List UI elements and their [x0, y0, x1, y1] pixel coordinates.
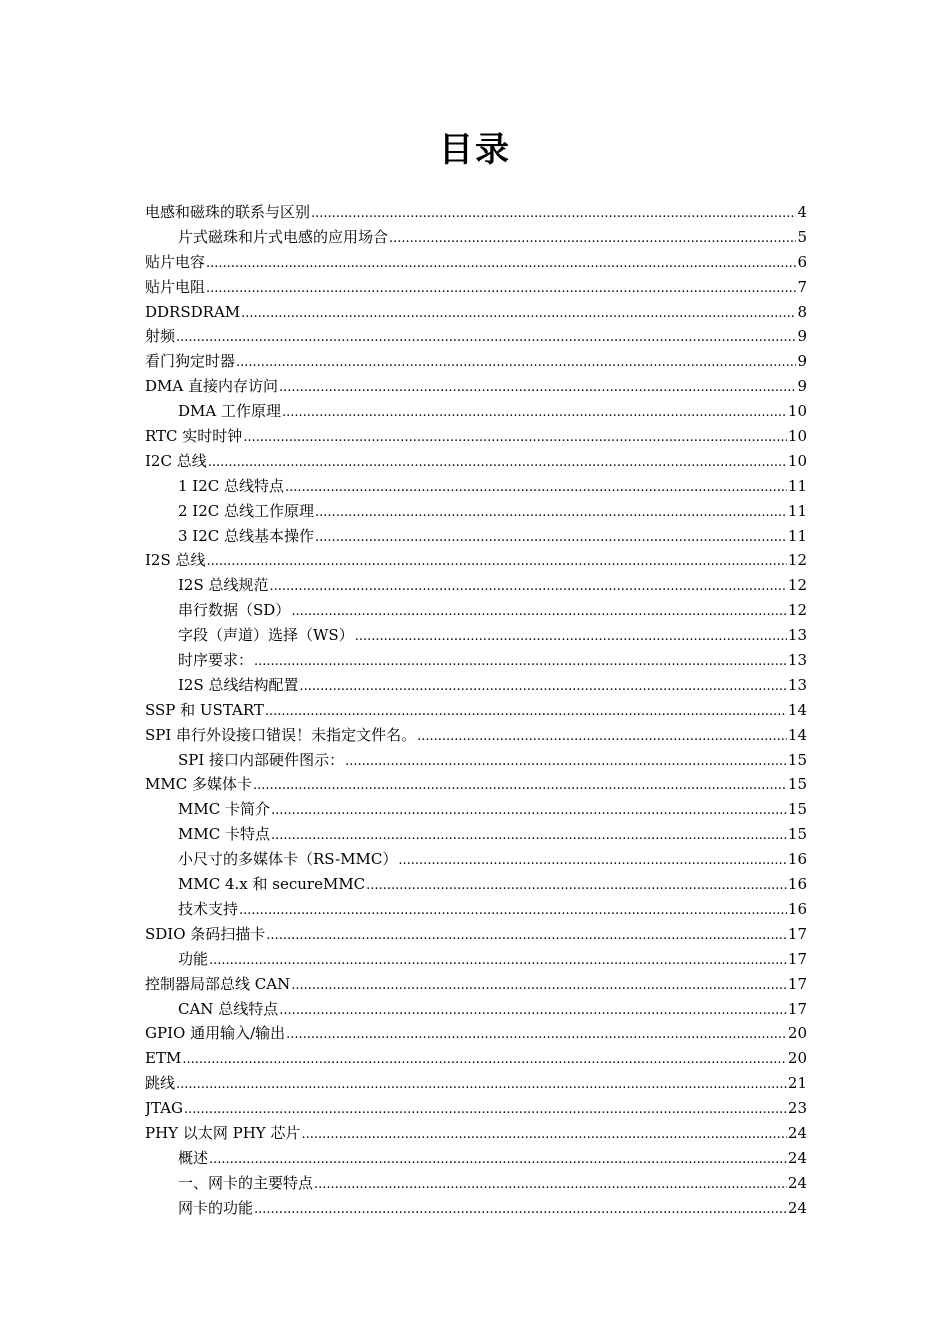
toc-entry[interactable] — [145, 449, 807, 474]
toc-entry-page-number: 6 — [797, 252, 807, 271]
toc-entry[interactable] — [145, 250, 807, 275]
toc-entry[interactable] — [145, 200, 807, 225]
toc-dot-leader — [315, 499, 787, 524]
toc-dot-leader — [206, 250, 796, 275]
toc-entry-label: 贴片电容 — [145, 252, 206, 271]
toc-entry-label: 字段（声道）选择（WS） — [178, 626, 354, 645]
toc-entry-label: DMA 直接内存访问 — [145, 377, 278, 396]
toc-entry[interactable] — [145, 922, 807, 947]
toc-dot-leader — [176, 324, 796, 349]
toc-dot-leader — [286, 1021, 787, 1046]
toc-entry[interactable] — [145, 822, 807, 847]
toc-entry[interactable] — [145, 1021, 807, 1046]
toc-entry[interactable] — [145, 324, 807, 349]
toc-dot-leader — [314, 1171, 787, 1196]
toc-entry-label: DMA 工作原理 — [178, 402, 281, 421]
toc-entry[interactable] — [145, 897, 807, 922]
toc-entry-label: 网卡的功能 — [178, 1198, 254, 1217]
toc-entry-label: 控制器局部总线 CAN — [145, 974, 291, 993]
toc-entry-label: MMC 4.x 和 secureMMC — [178, 875, 366, 894]
toc-entry-page-number: 11 — [787, 501, 807, 520]
toc-entry-page-number: 9 — [797, 377, 807, 396]
toc-entry-page-number: 17 — [787, 949, 807, 968]
toc-entry-page-number: 12 — [787, 576, 807, 595]
toc-entry-page-number: 15 — [787, 825, 807, 844]
toc-entry-page-number: 17 — [787, 924, 807, 943]
toc-entry[interactable] — [145, 847, 807, 872]
toc-entry-label: I2S 总线 — [145, 551, 206, 570]
toc-entry-label: 跳线 — [145, 1074, 176, 1093]
toc-entry[interactable] — [145, 499, 807, 524]
toc-entry-label: JTAG — [145, 1099, 184, 1118]
toc-dot-leader — [300, 673, 787, 698]
table-of-contents — [145, 200, 807, 1221]
toc-entry[interactable] — [145, 1096, 807, 1121]
toc-entry[interactable] — [145, 947, 807, 972]
toc-entry-label: PHY 以太网 PHY 芯片 — [145, 1123, 301, 1142]
toc-entry-label: 一、网卡的主要特点 — [178, 1173, 314, 1192]
toc-entry[interactable] — [145, 399, 807, 424]
toc-dot-leader — [206, 275, 796, 300]
toc-dot-leader — [355, 623, 787, 648]
toc-dot-leader — [207, 548, 787, 573]
toc-dot-leader — [285, 474, 787, 499]
toc-entry[interactable] — [145, 374, 807, 399]
toc-entry-page-number: 10 — [787, 402, 807, 421]
toc-entry-label: 射频 — [145, 327, 176, 346]
toc-entry-label: MMC 多媒体卡 — [145, 775, 252, 794]
toc-entry-label: 小尺寸的多媒体卡（RS-MMC） — [178, 850, 398, 869]
toc-entry-page-number: 24 — [787, 1198, 807, 1217]
toc-entry-label: 1 I2C 总线特点 — [178, 476, 285, 495]
toc-entry-page-number: 24 — [787, 1123, 807, 1142]
toc-entry[interactable] — [145, 748, 807, 773]
toc-entry-label: MMC 卡简介 — [178, 800, 270, 819]
toc-dot-leader — [345, 748, 787, 773]
toc-entry-page-number: 13 — [787, 626, 807, 645]
toc-dot-leader — [270, 573, 787, 598]
toc-dot-leader — [279, 374, 796, 399]
toc-entry-page-number: 16 — [787, 875, 807, 894]
toc-entry-page-number: 11 — [787, 526, 807, 545]
toc-entry[interactable] — [145, 698, 807, 723]
toc-dot-leader — [271, 822, 787, 847]
toc-dot-leader — [291, 972, 787, 997]
toc-entry-page-number: 5 — [797, 227, 807, 246]
toc-entry[interactable] — [145, 1196, 807, 1221]
toc-dot-leader — [254, 648, 787, 673]
toc-entry[interactable] — [145, 872, 807, 897]
toc-entry-label: I2S 总线结构配置 — [178, 675, 299, 694]
toc-entry-page-number: 4 — [797, 203, 807, 221]
toc-entry[interactable] — [145, 997, 807, 1022]
toc-entry-label: 电感和磁珠的联系与区别 — [145, 203, 311, 221]
toc-entry-label: 技术支持 — [178, 899, 239, 918]
toc-entry[interactable] — [145, 548, 807, 573]
toc-entry-page-number: 13 — [787, 651, 807, 670]
toc-dot-leader — [241, 300, 796, 325]
toc-entry[interactable] — [145, 573, 807, 598]
toc-dot-leader — [398, 847, 787, 872]
toc-dot-leader — [176, 1071, 787, 1096]
toc-entry-label: DDRSDRAM — [145, 302, 241, 321]
toc-entry[interactable] — [145, 972, 807, 997]
toc-entry-label: 3 I2C 总线基本操作 — [178, 526, 315, 545]
toc-dot-leader — [389, 225, 796, 250]
toc-entry-page-number: 21 — [787, 1074, 807, 1093]
toc-dot-leader — [184, 1096, 787, 1121]
toc-entry[interactable] — [145, 648, 807, 673]
toc-entry-page-number: 24 — [787, 1173, 807, 1192]
toc-entry[interactable] — [145, 723, 807, 748]
toc-entry-page-number: 16 — [787, 850, 807, 869]
toc-entry-page-number: 9 — [797, 327, 807, 346]
toc-entry[interactable] — [145, 225, 807, 250]
toc-dot-leader — [209, 1146, 787, 1171]
toc-entry-page-number: 20 — [787, 1024, 807, 1043]
toc-entry-page-number: 7 — [797, 277, 807, 296]
toc-title: 目录 — [439, 130, 511, 170]
toc-entry-label: 看门狗定时器 — [145, 352, 236, 371]
toc-entry[interactable] — [145, 1121, 807, 1146]
toc-entry-label: ETM — [145, 1049, 182, 1068]
toc-dot-leader — [265, 698, 787, 723]
toc-entry-page-number: 10 — [787, 451, 807, 470]
toc-entry-label: SPI 串行外设接口错误！未指定文件名。 — [145, 725, 417, 744]
toc-entry-label: 2 I2C 总线工作原理 — [178, 501, 315, 520]
toc-entry-label: GPIO 通用输入/输出 — [145, 1024, 286, 1043]
toc-dot-leader — [254, 1196, 787, 1221]
toc-entry-page-number: 17 — [787, 999, 807, 1018]
toc-dot-leader — [182, 1046, 787, 1071]
toc-dot-leader — [282, 399, 787, 424]
toc-dot-leader — [315, 524, 787, 549]
toc-entry-page-number: 14 — [787, 725, 807, 744]
toc-entry[interactable] — [145, 474, 807, 499]
toc-dot-leader — [208, 449, 787, 474]
toc-entry[interactable] — [145, 300, 807, 325]
toc-entry-label: 概述 — [178, 1148, 209, 1167]
toc-entry-page-number: 12 — [787, 551, 807, 570]
toc-dot-leader — [366, 872, 787, 897]
toc-entry[interactable] — [145, 797, 807, 822]
toc-entry-label: SDIO 条码扫描卡 — [145, 924, 266, 943]
toc-entry[interactable] — [145, 1146, 807, 1171]
toc-entry[interactable] — [145, 623, 807, 648]
toc-dot-leader — [279, 997, 787, 1022]
toc-entry-page-number: 15 — [787, 750, 807, 769]
toc-entry[interactable] — [145, 424, 807, 449]
toc-entry-page-number: 24 — [787, 1148, 807, 1167]
toc-entry-label: I2C 总线 — [145, 451, 207, 470]
toc-dot-leader — [271, 797, 787, 822]
toc-entry-page-number: 9 — [797, 352, 807, 371]
toc-entry-page-number: 13 — [787, 675, 807, 694]
toc-entry-page-number: 14 — [787, 700, 807, 719]
toc-entry-label: 贴片电阻 — [145, 277, 206, 296]
toc-entry[interactable] — [145, 673, 807, 698]
toc-entry-label: I2S 总线规范 — [178, 576, 269, 595]
toc-entry-page-number: 20 — [787, 1049, 807, 1068]
toc-entry-label: 时序要求： — [178, 651, 254, 670]
toc-entry[interactable] — [145, 598, 807, 623]
toc-entry[interactable] — [145, 772, 807, 797]
toc-entry[interactable] — [145, 1046, 807, 1071]
toc-entry[interactable] — [145, 1171, 807, 1196]
toc-dot-leader — [239, 897, 787, 922]
toc-entry-label: RTC 实时时钟 — [145, 427, 243, 446]
toc-entry-page-number: 12 — [787, 601, 807, 620]
toc-entry[interactable] — [145, 349, 807, 374]
toc-dot-leader — [209, 947, 787, 972]
toc-entry-page-number: 17 — [787, 974, 807, 993]
toc-entry[interactable] — [145, 275, 807, 300]
toc-entry[interactable] — [145, 1071, 807, 1096]
toc-entry-page-number: 15 — [787, 800, 807, 819]
toc-entry-label: 功能 — [178, 949, 209, 968]
toc-entry-page-number: 11 — [787, 476, 807, 495]
toc-dot-leader — [253, 772, 787, 797]
toc-dot-leader — [311, 200, 796, 225]
toc-entry-page-number: 23 — [787, 1099, 807, 1118]
toc-dot-leader — [236, 349, 796, 374]
toc-entry-label: MMC 卡特点 — [178, 825, 270, 844]
toc-entry-label: 片式磁珠和片式电感的应用场合 — [178, 227, 389, 246]
toc-entry-label: SPI 接口内部硬件图示： — [178, 750, 345, 769]
toc-entry-label: SSP 和 USTART — [145, 700, 264, 719]
toc-entry-label: 串行数据（SD） — [178, 601, 291, 620]
toc-dot-leader — [243, 424, 787, 449]
toc-entry-page-number: 16 — [787, 899, 807, 918]
toc-dot-leader — [291, 598, 787, 623]
toc-entry-label: CAN 总线特点 — [178, 999, 279, 1018]
toc-dot-leader — [417, 723, 787, 748]
toc-dot-leader — [266, 922, 787, 947]
toc-entry-page-number: 15 — [787, 775, 807, 794]
toc-entry-page-number: 8 — [797, 302, 807, 321]
toc-entry[interactable] — [145, 524, 807, 549]
toc-dot-leader — [301, 1121, 786, 1146]
toc-entry-page-number: 10 — [787, 427, 807, 446]
